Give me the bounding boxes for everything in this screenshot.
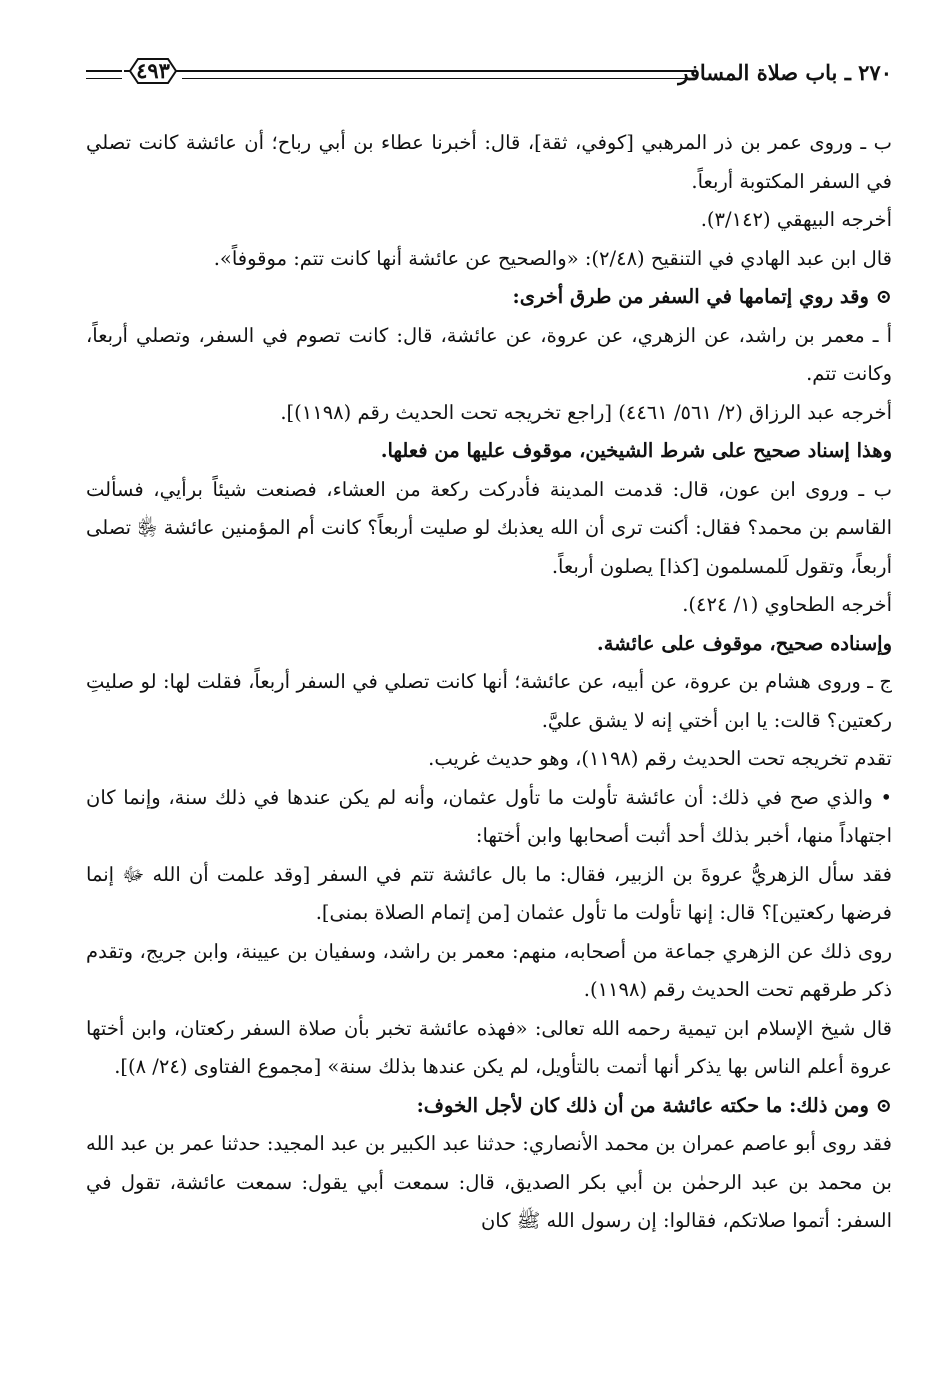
paragraph: فقد روى أبو عاصم عمران بن محمد الأنصاري: حدثنا عبد الكبير بن عبد المجيد: حدثنا عمر بن عبد الله بن محمد بن عبد الرحمٰن بن أبي بكر الصديق، قال: سمعت أبي يقول: سمعت عائشة، تقول في السفر: أتموا صلاتكم، فقالوا: إن رسول الله ﷺ كان: [86, 1132, 892, 1232]
paragraph: أخرجه الطحاوي (١/ ٤٢٤).: [682, 593, 892, 616]
page-number: ٤٩٣: [136, 58, 170, 83]
page-header: [86, 54, 892, 98]
paragraph: أ ـ معمر بن راشد، عن الزهري، عن عروة، عن عائشة، قال: كانت تصوم في السفر، وتصلي أربعاً، وكانت تتم.: [86, 323, 892, 385]
paragraph: قال ابن عبد الهادي في التنقيح (٢/٤٨): «والصحيح عن عائشة أنها كانت تتم: موقوفاً».: [213, 246, 892, 270]
paragraph: أخرجه عبد الرزاق (٢/ ٥٦١/ ٤٤٦١) [راجع تخريجه تحت الحديث رقم (١١٩٨)].: [280, 400, 892, 424]
paragraph: روى ذلك عن الزهري جماعة من أصحابه، منهم: معمر بن راشد، وسفيان بن عيينة، وابن جريج، وتقدم ذكر طرقهم تحت الحديث رقم (١١٩٨).: [86, 939, 892, 1001]
paragraph: ج ـ وروى هشام بن عروة، عن أبيه، عن عائشة؛ أنها كانت تصلي في السفر أربعاً، فقلت لها: لو صليتِ ركعتين؟ قالت: يا ابن أختي إنه لا يشق عليَّ.: [86, 670, 892, 732]
paragraph: ب ـ وروى عمر بن ذر المرهبي [كوفي، ثقة]، قال: أخبرنا عطاء بن أبي رباح؛ أن عائشة كانت تصلي في السفر المكتوبة أربعاً.: [86, 131, 892, 193]
section-heading: ⊙ وقد روي إتمامها في السفر من طرق أخرى:: [512, 285, 892, 308]
paragraph: وإسناده صحيح، موقوف على عائشة.: [596, 631, 892, 655]
paragraph: وهذا إسناد صحيح على شرط الشيخين، موقوف عليها من فعلها.: [380, 439, 892, 462]
paragraph: تقدم تخريجه تحت الحديث رقم (١١٩٨)، وهو حديث غريب.: [428, 747, 892, 770]
header-rule: [182, 70, 696, 79]
page-body: [86, 124, 892, 1241]
header-rule-left: [86, 70, 122, 79]
chapter-title: ٢٧٠ ـ باب صلاة المسافر: [678, 60, 892, 85]
paragraph: • والذي صح في ذلك: أن عائشة تأولت ما تأول عثمان، وأنه لم يكن عندها في ذلك سنة، وإنما كان اجتهاداً منها، أخبر بذلك أحد أثبت أصحابها وابن أختها:: [86, 785, 892, 847]
paragraph: فقد سأل الزهريُّ عروةَ بن الزبير، فقال: ما بال عائشة تتم في السفر [وقد علمت أن الله ﷻ إنما فرضها ركعتين]؟ قال: إنها تأولت ما تأول عثمان [من إتمام الصلاة بمنى].: [86, 862, 892, 924]
paragraph: قال شيخ الإسلام ابن تيمية رحمه الله تعالى: «فهذه عائشة تخبر بأن صلاة السفر ركعتان، وابن أختها عروة أعلم الناس بها يذكر أنها أتمت بالتأويل، لم يكن عندها بذلك سنة» [مجموع الفتاوى (٢٤/ ٨)].: [86, 1016, 892, 1078]
section-heading: ⊙ ومن ذلك: ما حكته عائشة من أن ذلك كان لأجل الخوف:: [416, 1093, 892, 1117]
paragraph: أخرجه البيهقي (٣/١٤٢).: [700, 208, 892, 231]
paragraph: ب ـ وروى ابن عون، قال: قدمت المدينة فأدركت ركعة من العشاء، فصنعت شيئاً برأيي، فسألت القاسم بن محمد؟ فقال: أكنت ترى أن الله يعذبك لو صليت أربعاً؟ كانت أم المؤمنين عائشة ﵂ تصلى أربعاً، وتقول لَلمسلمون [كذا] يصلون أربعاً.: [86, 477, 892, 578]
page-number-ornament: [122, 55, 184, 87]
